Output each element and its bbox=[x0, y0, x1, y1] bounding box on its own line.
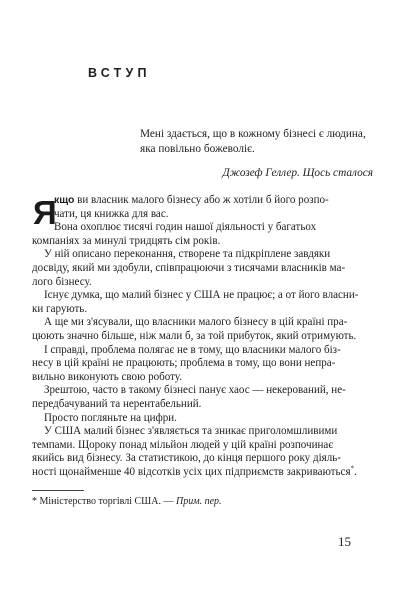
page-number: 15 bbox=[338, 534, 351, 549]
first-word: кщо bbox=[54, 194, 75, 206]
epigraph-line: Мені здається, що в кожному бізнесі є людина, bbox=[140, 128, 366, 140]
footnote-note: Прим. пер. bbox=[175, 496, 222, 507]
text-line: передбачуваний та нерентабельний. bbox=[32, 397, 202, 410]
text-line: несу в цій країні не працюють; проблема в тому, що вони непра- bbox=[32, 357, 336, 370]
text-line: ності щонайменше 40 відсотків усіх цих підприємств закриваються*. bbox=[32, 464, 357, 478]
text-line: цюють значно більше, ніж мали б, за той прибуток, який отримують. bbox=[32, 329, 357, 342]
epigraph bbox=[140, 127, 382, 179]
text-line: чати, ця книжка для вас. bbox=[54, 207, 169, 220]
text-line: А ще ми з'ясували, що власники малого бізнесу в цій країні пра- bbox=[44, 316, 348, 329]
footnote-marker: * bbox=[32, 496, 37, 507]
footnote-rule bbox=[32, 490, 84, 491]
footnote-text: Міністерство торгівлі США. — bbox=[37, 496, 176, 507]
text-line: І справді, проблема полягає не в тому, що власники малого біз- bbox=[44, 343, 341, 356]
text-line: ки гарують. bbox=[32, 302, 88, 315]
text-line: компаніях за минулі тридцять сім років. bbox=[32, 234, 221, 247]
body-text bbox=[32, 194, 374, 479]
chapter-title: ВСТУП bbox=[88, 66, 151, 80]
text-line: Просто погляньте на цифри. bbox=[44, 411, 177, 424]
text-line: У ній описано переконання, створене та підкріплене завдяки bbox=[44, 248, 331, 261]
footnote-marker: * bbox=[350, 464, 355, 473]
epigraph-line: яка повільно божеволіє. bbox=[140, 142, 255, 155]
text-line: лого бізнесу. bbox=[32, 275, 92, 288]
text-line: темпами. Щороку понад мільйон людей у цій країні розпочинає bbox=[32, 438, 334, 451]
text-line: вильно виконують свою роботу. bbox=[32, 370, 182, 383]
text-line: досвіду, який ми здобули, співпрацюючи з тисячами власників ма- bbox=[32, 261, 346, 274]
footnote bbox=[32, 496, 222, 507]
text-line: якийсь вид бізнесу. За статистикою, до кінця першого року діяль- bbox=[32, 452, 341, 465]
epigraph-source: Джозеф Геллер. Щось сталося bbox=[222, 167, 373, 179]
drop-cap: Я bbox=[33, 194, 57, 231]
text-line: кщо ви власник малого бізнесу або ж хотіли б його розпо- bbox=[54, 194, 329, 206]
text-line: Зрештою, часто в такому бізнесі панує хаос — некерований, не- bbox=[44, 384, 346, 397]
text-line: Вона охоплює тисячі годин нашої діяльності у багатьох bbox=[54, 221, 317, 234]
text-line: У США малий бізнес з'являється та зникає приголомшливими bbox=[44, 425, 338, 438]
text-line: Існує думка, що малий бізнес у США не працює; а от його власни- bbox=[44, 289, 359, 302]
